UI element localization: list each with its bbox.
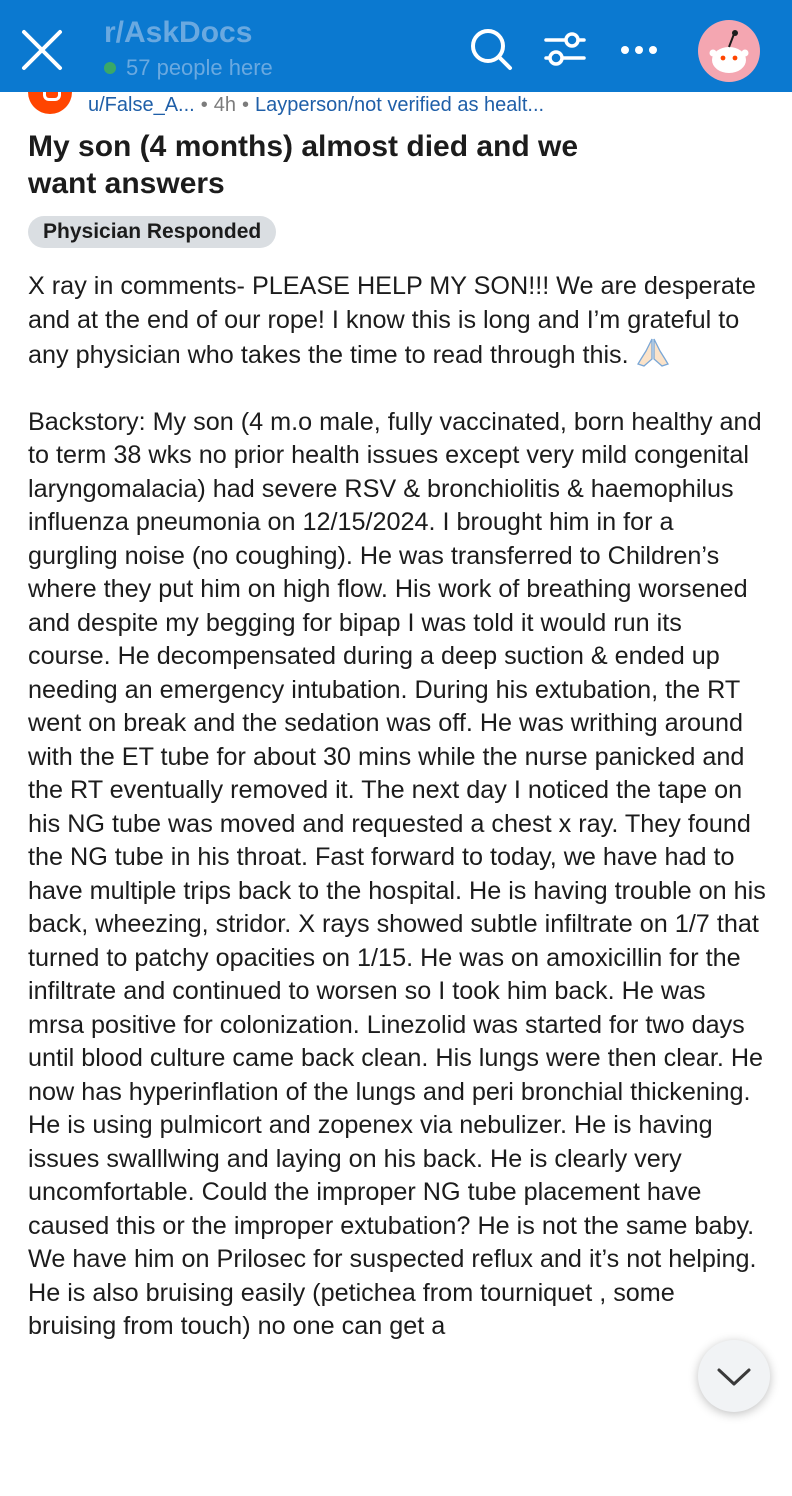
author-link[interactable]: u/False_A... <box>88 94 195 116</box>
avatar[interactable] <box>698 20 760 82</box>
post-title: My son (4 months) almost died and we want answers <box>28 130 579 200</box>
subreddit-name[interactable]: r/AskDocs <box>104 16 253 49</box>
meta-separator: • <box>241 94 249 116</box>
post-time: 4h <box>213 94 236 116</box>
post-meta-text <box>88 94 544 117</box>
close-icon[interactable] <box>20 28 64 72</box>
online-count-label: 57 people here <box>126 55 273 80</box>
post-flair[interactable]: Physician Responded <box>28 216 276 248</box>
search-icon[interactable] <box>468 26 514 72</box>
folded-hands-icon <box>635 337 671 367</box>
body-paragraph-2: Backstory: My son (4 m.o male, fully vaccinated, born healthy and to term 38 wks no prior health issues except very mild congenital laryngomalacia) had severe RSV & bronchiolitis & haemophilus influenza pneumonia on 12/15/2024. I brought him in for a gurgling noise (no coughing). He was transferred to Children’s where they put him on high flow. His work of breathing worsened and despite my begging for bipap I was told it would run its course. He decompensated during a deep suction & ended up needing an emergency intubation. During his extubation, the RT went on break and the sedation was off. He was writhing around with the ET tube for about 30 mins while the nurse panicked and the RT eventually removed it. The next day I noticed the tape on his NG tube was moved and requested a chest x ray. They found the NG tube in his throat. Fast forward to today, we have had to have multiple trips back to the hospital. He is having trouble on his back, wheezing, stridor. X rays showed subtle infiltrate on 1/7 that turned to patchy opacities on 1/15. He was on amoxicillin for the infiltrate and continued to worsen so I took him back. He was mrsa positive for colonization. Linezolid was started for two days until blood culture came back clean. His lungs were then clear. He now has hyperinflation of the lungs and peri bronchial thickening. He is using pulmicort and zopenex via nebulizer. He is having issues swalllwing and laying on his back. He is clearly very uncomfortable. Could the improper NG tube placement have caused this or the improper extubation? He is not the same baby. We have him on Prilosec for suspected reflux and it’s not helping. He is also bruising easily (petichea from tourniquet , some bruising from touch) no one can get a <box>28 407 766 1340</box>
filter-icon[interactable] <box>542 26 588 72</box>
chevron-down-icon <box>716 1360 752 1392</box>
body-paragraph <box>28 270 768 373</box>
post-meta <box>0 92 792 124</box>
meta-separator: • <box>200 94 208 116</box>
snoo-avatar-icon <box>698 20 760 82</box>
top-bar <box>0 0 792 92</box>
scroll-down-button[interactable] <box>698 1340 770 1412</box>
body-paragraph-1: X ray in comments- PLEASE HELP MY SON!!! We are desperate and at the end of our rope! I know this is long and I’m grateful to any physician who takes the time to read through this. <box>28 272 756 369</box>
online-count <box>104 55 273 81</box>
user-flair: Layperson/not verified as healt... <box>255 94 545 116</box>
online-dot-icon <box>104 62 116 74</box>
post-body <box>28 270 768 1377</box>
more-icon[interactable] <box>616 26 662 72</box>
